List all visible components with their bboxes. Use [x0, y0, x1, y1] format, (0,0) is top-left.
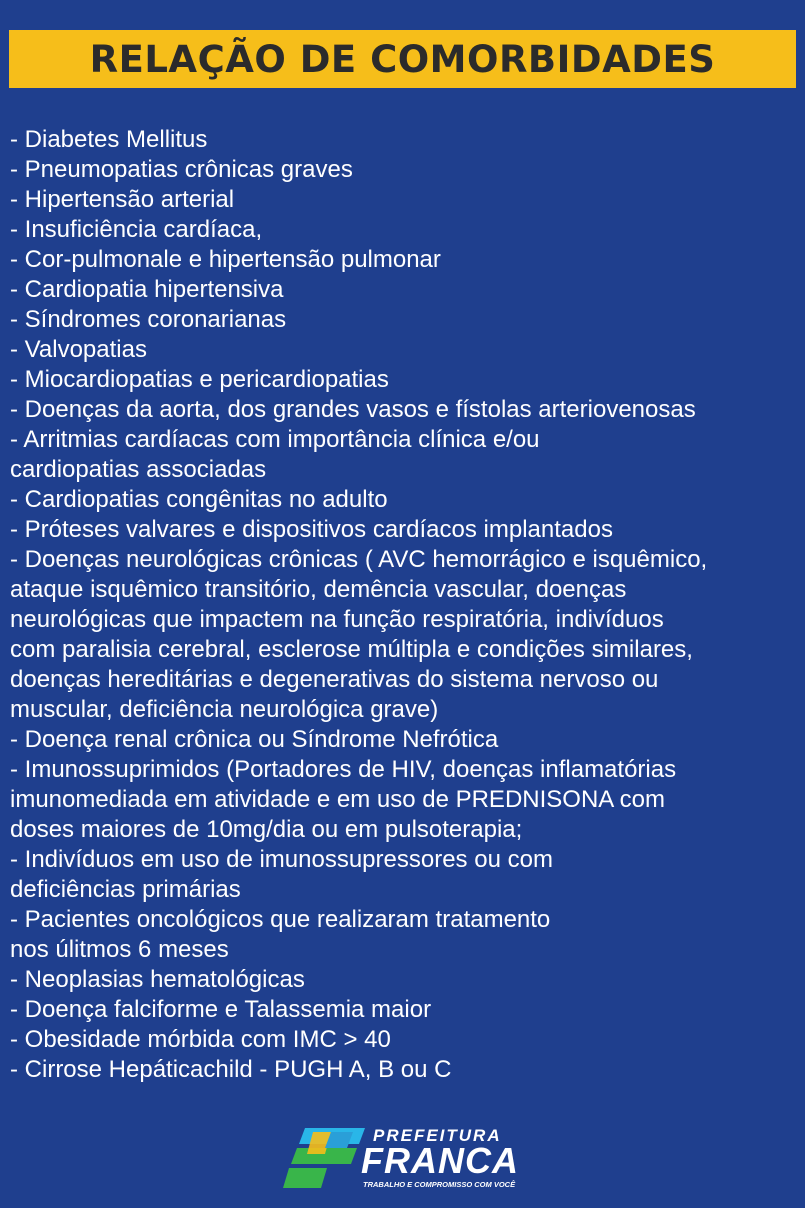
- list-line: deficiências primárias: [10, 876, 241, 903]
- list-line: - Miocardiopatias e pericardiopatias: [10, 366, 389, 393]
- list-line: - Valvopatias: [10, 336, 147, 363]
- list-line: - Cardiopatias congênitas no adulto: [10, 486, 388, 513]
- list-line: - Cardiopatia hipertensiva: [10, 276, 284, 303]
- list-line: - Insuficiência cardíaca,: [10, 216, 263, 243]
- list-line: - Imunossuprimidos (Portadores de HIV, doenças inflamatórias: [10, 756, 677, 783]
- logo-franca-text: FRANCA: [361, 1140, 519, 1181]
- list-line: doenças hereditárias e degenerativas do sistema nervoso ou: [10, 666, 659, 693]
- list-line: doses maiores de 10mg/dia ou em pulsoterapia;: [10, 816, 523, 843]
- list-line: - Pacientes oncológicos que realizaram tratamento: [10, 906, 551, 933]
- prefeitura-franca-logo: [283, 1124, 533, 1194]
- list-line: - Diabetes Mellitus: [10, 126, 208, 153]
- list-line: - Obesidade mórbida com IMC > 40: [10, 1026, 391, 1053]
- list-line: - Doenças neurológicas crônicas ( AVC hemorrágico e isquêmico,: [10, 546, 708, 573]
- list-line: - Cor-pulmonale e hipertensão pulmonar: [10, 246, 441, 273]
- list-line: - Indivíduos em uso de imunossupressores ou com: [10, 846, 553, 873]
- list-line: neurológicas que impactem na função respiratória, indivíduos: [10, 606, 664, 633]
- list-line: - Arritmias cardíacas com importância clínica e/ou: [10, 426, 540, 453]
- page-title: RELAÇÃO DE COMORBIDADES: [89, 37, 716, 81]
- list-line: com paralisia cerebral, esclerose múltipla e condições similares,: [10, 636, 693, 663]
- title-banner: [9, 30, 796, 88]
- logo-slogan-text: TRABALHO E COMPROMISSO COM VOCÊ: [363, 1180, 516, 1189]
- comorbidity-list: [10, 125, 800, 1085]
- logo-mark-icon: [283, 1124, 373, 1194]
- list-line: cardiopatias associadas: [10, 456, 267, 483]
- list-line: - Doença renal crônica ou Síndrome Nefrótica: [10, 726, 499, 753]
- list-line: - Doença falciforme e Talassemia maior: [10, 996, 432, 1023]
- list-line: nos úlitmos 6 meses: [10, 936, 229, 963]
- list-line: - Cirrose Hepáticachild - PUGH A, B ou C: [10, 1056, 452, 1083]
- list-line: - Síndromes coronarianas: [10, 306, 287, 333]
- list-line: - Neoplasias hematológicas: [10, 966, 305, 993]
- list-line: imunomediada em atividade e em uso de PREDNISONA com: [10, 786, 665, 813]
- list-line: - Próteses valvares e dispositivos cardíacos implantados: [10, 516, 613, 543]
- list-line: ataque isquêmico transitório, demência vascular, doenças: [10, 576, 627, 603]
- list-line: muscular, deficiência neurológica grave): [10, 696, 439, 723]
- logo-prefeitura-text: PREFEITURA: [373, 1126, 502, 1145]
- list-line: - Pneumopatias crônicas graves: [10, 156, 353, 183]
- list-line: - Hipertensão arterial: [10, 186, 235, 213]
- list-line: - Doenças da aorta, dos grandes vasos e fístolas arteriovenosas: [10, 396, 696, 423]
